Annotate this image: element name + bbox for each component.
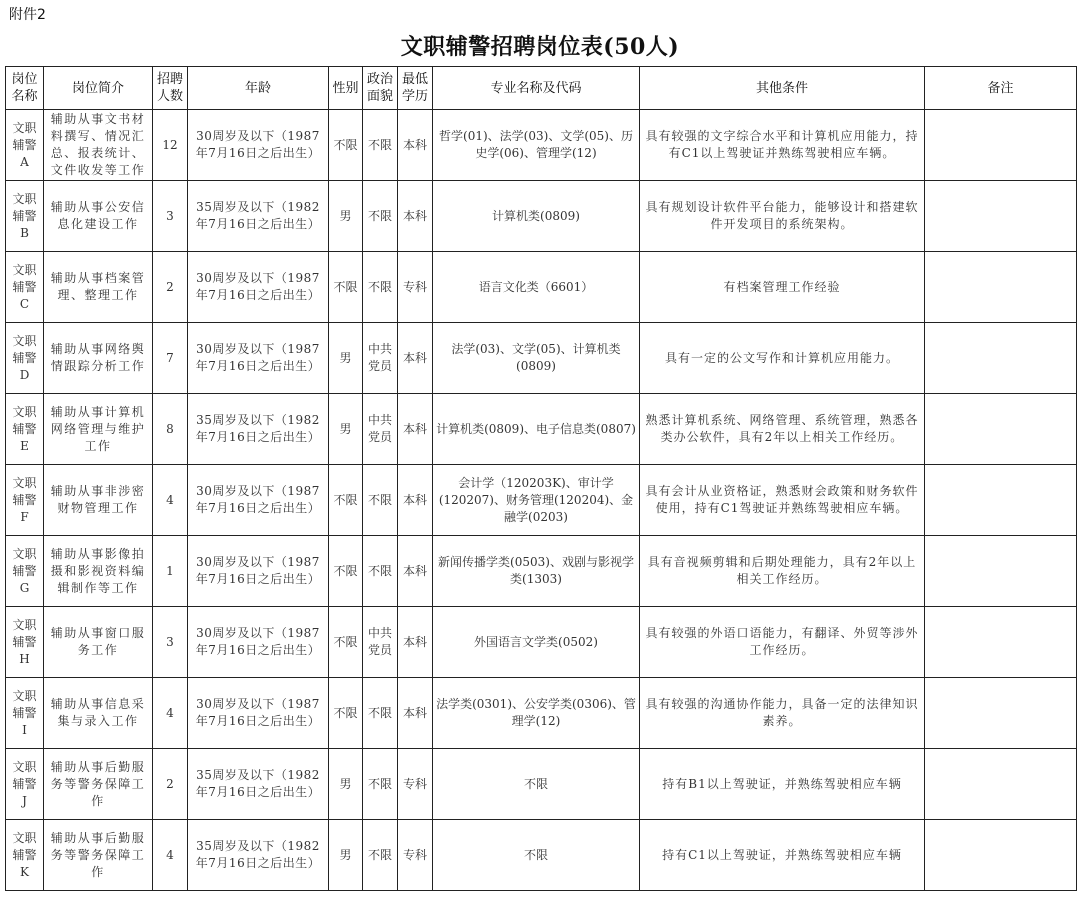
position-intro-cell: 辅助从事文书材料撰写、情况汇总、报表统计、文件收发等工作	[44, 110, 153, 181]
min-education-cell: 本科	[398, 465, 433, 536]
position-name-line: 文职	[12, 475, 37, 490]
age-requirement-cell: 30周岁及以下（1987年7月16日之后出生）	[188, 607, 329, 678]
position-name-line: 文职	[12, 830, 37, 845]
header-major: 专业名称及代码	[433, 67, 640, 110]
major-requirement-cell: 外国语言文学类(0502)	[433, 607, 640, 678]
position-name-cell	[6, 394, 44, 465]
position-intro-cell: 辅助从事计算机网络管理与维护工作	[44, 394, 153, 465]
position-name-cell	[6, 110, 44, 181]
remark-cell	[925, 678, 1077, 749]
table-row	[6, 323, 1077, 394]
position-name-line: 文职	[12, 688, 37, 703]
political-status-cell: 中共党员	[363, 607, 398, 678]
position-name-line: H	[19, 651, 30, 666]
remark-cell	[925, 465, 1077, 536]
major-requirement-cell: 计算机类(0809)、电子信息类(0807)	[433, 394, 640, 465]
position-name-line: 辅警	[12, 279, 37, 294]
major-requirement-cell: 新闻传播学类(0503)、戏剧与影视学类(1303)	[433, 536, 640, 607]
remark-cell	[925, 323, 1077, 394]
position-name-cell	[6, 678, 44, 749]
political-status-cell: 不限	[363, 181, 398, 252]
hire-count-cell: 3	[153, 607, 188, 678]
age-requirement-cell: 30周岁及以下（1987年7月16日之后出生）	[188, 110, 329, 181]
other-conditions-cell: 具有较强的沟通协作能力，具备一定的法律知识素养。	[640, 678, 925, 749]
header-political-status: 政治面貌	[363, 67, 398, 110]
major-requirement-cell: 哲学(01)、法学(03)、文学(05)、历史学(06)、管理学(12)	[433, 110, 640, 181]
remark-cell	[925, 394, 1077, 465]
position-name-cell	[6, 252, 44, 323]
political-status-cell: 中共党员	[363, 323, 398, 394]
political-status-cell: 不限	[363, 749, 398, 820]
hire-count-cell: 2	[153, 749, 188, 820]
other-conditions-cell: 具有一定的公文写作和计算机应用能力。	[640, 323, 925, 394]
hire-count-cell: 1	[153, 536, 188, 607]
position-name-line: 辅警	[12, 563, 37, 578]
hire-count-cell: 7	[153, 323, 188, 394]
age-requirement-cell: 30周岁及以下（1987年7月16日之后出生）	[188, 536, 329, 607]
hire-count-cell: 4	[153, 678, 188, 749]
political-status-cell: 不限	[363, 110, 398, 181]
header-min-education: 最低学历	[398, 67, 433, 110]
header-remark: 备注	[925, 67, 1077, 110]
position-name-line: 文职	[12, 404, 37, 419]
table-row	[6, 820, 1077, 891]
position-name-line: 辅警	[12, 492, 37, 507]
position-name-line: F	[20, 509, 29, 524]
min-education-cell: 专科	[398, 820, 433, 891]
position-name-line: B	[20, 225, 29, 240]
remark-cell	[925, 749, 1077, 820]
age-requirement-cell: 30周岁及以下（1987年7月16日之后出生）	[188, 323, 329, 394]
position-name-line: 辅警	[12, 847, 37, 862]
table-row	[6, 252, 1077, 323]
political-status-cell: 不限	[363, 465, 398, 536]
min-education-cell: 本科	[398, 678, 433, 749]
table-row	[6, 465, 1077, 536]
gender-cell: 男	[329, 394, 363, 465]
position-name-cell	[6, 323, 44, 394]
position-name-line: 文职	[12, 617, 37, 632]
gender-cell: 男	[329, 749, 363, 820]
position-intro-cell: 辅助从事档案管理、整理工作	[44, 252, 153, 323]
remark-cell	[925, 607, 1077, 678]
position-name-line: E	[20, 438, 29, 453]
min-education-cell: 本科	[398, 323, 433, 394]
position-name-line: 文职	[12, 120, 37, 135]
position-name-line: I	[22, 722, 27, 737]
table-row	[6, 394, 1077, 465]
age-requirement-cell: 35周岁及以下（1982年7月16日之后出生）	[188, 394, 329, 465]
gender-cell: 男	[329, 820, 363, 891]
remark-cell	[925, 252, 1077, 323]
table-row	[6, 607, 1077, 678]
hire-count-cell: 4	[153, 465, 188, 536]
table-row	[6, 749, 1077, 820]
table-row	[6, 678, 1077, 749]
position-name-line: 辅警	[12, 776, 37, 791]
position-intro-cell: 辅助从事影像拍摄和影视资料编辑制作等工作	[44, 536, 153, 607]
position-name-line: D	[19, 367, 30, 382]
header-other-conditions: 其他条件	[640, 67, 925, 110]
political-status-cell: 不限	[363, 678, 398, 749]
remark-cell	[925, 820, 1077, 891]
political-status-cell: 不限	[363, 536, 398, 607]
position-intro-cell: 辅助从事公安信息化建设工作	[44, 181, 153, 252]
major-requirement-cell: 会计学（120203K)、审计学(120207)、财务管理(120204)、金融学(0203)	[433, 465, 640, 536]
other-conditions-cell: 具有较强的外语口语能力，有翻译、外贸等涉外工作经历。	[640, 607, 925, 678]
political-status-cell: 不限	[363, 820, 398, 891]
age-requirement-cell: 35周岁及以下（1982年7月16日之后出生）	[188, 181, 329, 252]
remark-cell	[925, 110, 1077, 181]
position-intro-cell: 辅助从事窗口服务工作	[44, 607, 153, 678]
hire-count-cell: 3	[153, 181, 188, 252]
position-name-line: 辅警	[12, 634, 37, 649]
header-gender: 性别	[329, 67, 363, 110]
header-position-name: 岗位名称	[6, 67, 44, 110]
age-requirement-cell: 30周岁及以下（1987年7月16日之后出生）	[188, 678, 329, 749]
major-requirement-cell: 不限	[433, 749, 640, 820]
other-conditions-cell: 具有音视频剪辑和后期处理能力，具有2年以上相关工作经历。	[640, 536, 925, 607]
major-requirement-cell: 法学类(0301)、公安学类(0306)、管理学(12)	[433, 678, 640, 749]
hire-count-cell: 12	[153, 110, 188, 181]
other-conditions-cell: 具有较强的文字综合水平和计算机应用能力，持有C1以上驾驶证并熟练驾驶相应车辆。	[640, 110, 925, 181]
gender-cell: 不限	[329, 678, 363, 749]
header-position-intro: 岗位简介	[44, 67, 153, 110]
page-title: 文职辅警招聘岗位表(50人)	[400, 34, 680, 60]
min-education-cell: 本科	[398, 394, 433, 465]
position-name-line: K	[20, 864, 29, 879]
min-education-cell: 本科	[398, 607, 433, 678]
position-name-line: 文职	[12, 546, 37, 561]
header-age: 年龄	[188, 67, 329, 110]
age-requirement-cell: 35周岁及以下（1982年7月16日之后出生）	[188, 749, 329, 820]
major-requirement-cell: 计算机类(0809)	[433, 181, 640, 252]
table-header-row	[6, 67, 1077, 110]
remark-cell	[925, 536, 1077, 607]
table-row	[6, 181, 1077, 252]
age-requirement-cell: 35周岁及以下（1982年7月16日之后出生）	[188, 820, 329, 891]
attachment-label: 附件2	[9, 7, 46, 23]
other-conditions-cell: 有档案管理工作经验	[640, 252, 925, 323]
other-conditions-cell: 熟悉计算机系统、网络管理、系统管理，熟悉各类办公软件，具有2年以上相关工作经历。	[640, 394, 925, 465]
table-row	[6, 110, 1077, 181]
position-name-cell	[6, 181, 44, 252]
position-name-cell	[6, 820, 44, 891]
header-hire-count: 招聘人数	[153, 67, 188, 110]
position-intro-cell: 辅助从事网络舆情跟踪分析工作	[44, 323, 153, 394]
major-requirement-cell: 语言文化类（6601）	[433, 252, 640, 323]
position-intro-cell: 辅助从事后勤服务等警务保障工作	[44, 820, 153, 891]
position-name-cell	[6, 465, 44, 536]
position-name-line: 文职	[12, 191, 37, 206]
age-requirement-cell: 30周岁及以下（1987年7月16日之后出生）	[188, 465, 329, 536]
gender-cell: 男	[329, 181, 363, 252]
other-conditions-cell: 具有会计从业资格证，熟悉财会政策和财务软件使用，持有C1驾驶证并熟练驾驶相应车辆。	[640, 465, 925, 536]
position-name-cell	[6, 607, 44, 678]
min-education-cell: 专科	[398, 749, 433, 820]
position-name-line: 辅警	[12, 421, 37, 436]
position-name-line: J	[22, 793, 27, 808]
position-name-line: 辅警	[12, 705, 37, 720]
position-name-cell	[6, 749, 44, 820]
gender-cell: 男	[329, 323, 363, 394]
position-name-line: G	[19, 580, 30, 595]
min-education-cell: 专科	[398, 252, 433, 323]
major-requirement-cell: 不限	[433, 820, 640, 891]
position-intro-cell: 辅助从事信息采集与录入工作	[44, 678, 153, 749]
position-name-line: 文职	[12, 262, 37, 277]
position-intro-cell: 辅助从事后勤服务等警务保障工作	[44, 749, 153, 820]
hire-count-cell: 2	[153, 252, 188, 323]
position-intro-cell: 辅助从事非涉密财物管理工作	[44, 465, 153, 536]
hire-count-cell: 4	[153, 820, 188, 891]
position-name-cell	[6, 536, 44, 607]
position-name-line: 辅警	[12, 350, 37, 365]
gender-cell: 不限	[329, 252, 363, 323]
gender-cell: 不限	[329, 465, 363, 536]
other-conditions-cell: 具有规划设计软件平台能力，能够设计和搭建软件开发项目的系统架构。	[640, 181, 925, 252]
position-name-line: 文职	[12, 333, 37, 348]
hire-count-cell: 8	[153, 394, 188, 465]
position-name-line: 文职	[12, 759, 37, 774]
political-status-cell: 中共党员	[363, 394, 398, 465]
table-row	[6, 536, 1077, 607]
position-name-line: 辅警	[12, 208, 37, 223]
min-education-cell: 本科	[398, 536, 433, 607]
gender-cell: 不限	[329, 536, 363, 607]
other-conditions-cell: 持有B1以上驾驶证，并熟练驾驶相应车辆	[640, 749, 925, 820]
age-requirement-cell: 30周岁及以下（1987年7月16日之后出生）	[188, 252, 329, 323]
min-education-cell: 本科	[398, 181, 433, 252]
recruitment-table	[5, 66, 1077, 891]
political-status-cell: 不限	[363, 252, 398, 323]
position-name-line: C	[19, 296, 30, 311]
gender-cell: 不限	[329, 607, 363, 678]
other-conditions-cell: 持有C1以上驾驶证，并熟练驾驶相应车辆	[640, 820, 925, 891]
gender-cell: 不限	[329, 110, 363, 181]
position-name-line: A	[20, 154, 29, 169]
min-education-cell: 本科	[398, 110, 433, 181]
position-name-line: 辅警	[12, 137, 37, 152]
remark-cell	[925, 181, 1077, 252]
major-requirement-cell: 法学(03)、文学(05)、计算机类(0809)	[433, 323, 640, 394]
